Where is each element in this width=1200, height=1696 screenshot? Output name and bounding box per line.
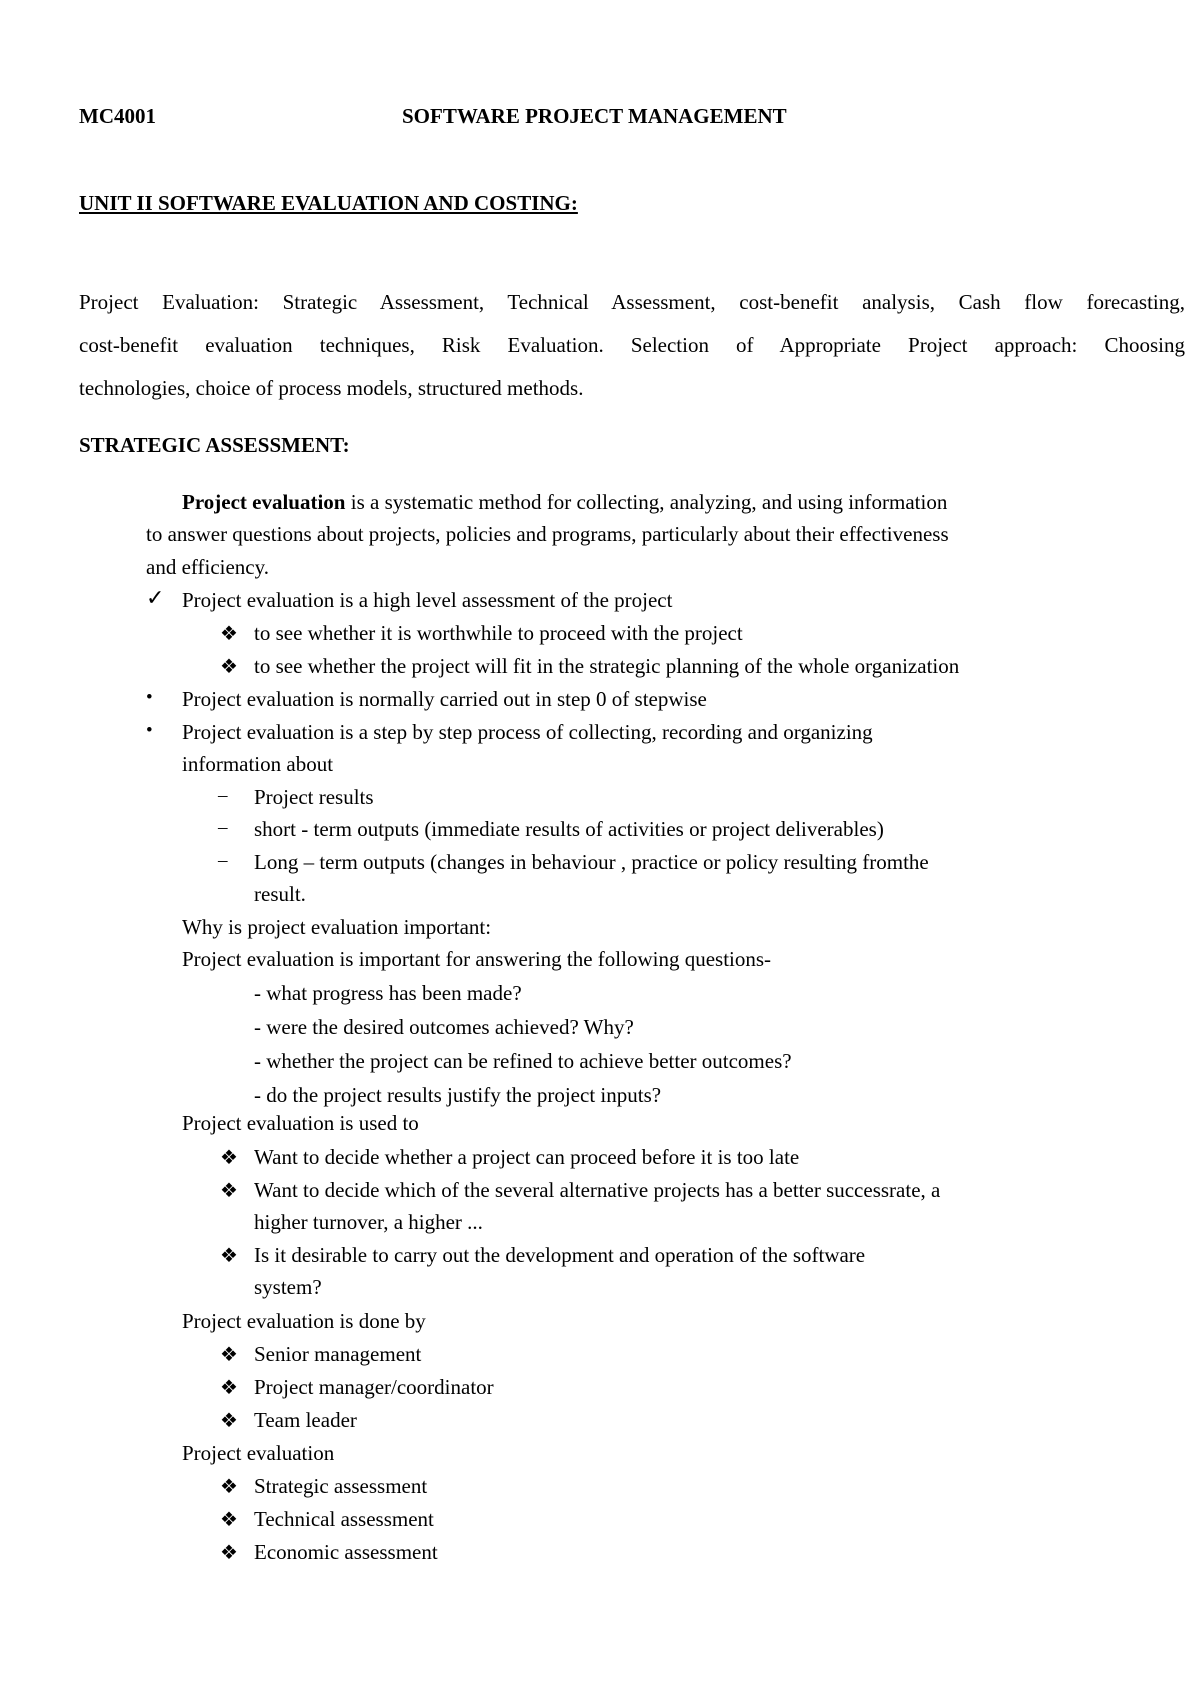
list-item: short - term outputs (immediate results of activities or project deliverables) xyxy=(254,817,884,841)
intro-line: to answer questions about projects, policies and programs, particularly about their effectiveness xyxy=(146,522,949,546)
course-title: SOFTWARE PROJECT MANAGEMENT xyxy=(402,104,787,128)
list-item: Want to decide which of the several alternative projects has a better successrate, a xyxy=(254,1178,941,1202)
list-item: Project results xyxy=(254,785,374,809)
diamond-bullet-icon: ❖ xyxy=(220,1344,238,1366)
bullet-icon: • xyxy=(146,687,153,708)
why-intro: Project evaluation is important for answering the following questions- xyxy=(182,947,772,971)
intro-bold-term: Project evaluation xyxy=(182,490,346,514)
diamond-bullet-icon: ❖ xyxy=(220,656,238,678)
diamond-bullet-icon: ❖ xyxy=(220,1180,238,1202)
dash-bullet-icon: – xyxy=(218,817,228,838)
diamond-bullet-icon: ❖ xyxy=(220,1245,238,1267)
course-code: MC4001 xyxy=(79,104,156,128)
list-item: Is it desirable to carry out the development and operation of the software xyxy=(254,1243,866,1267)
done-by-heading: Project evaluation is done by xyxy=(182,1309,426,1333)
list-item: Project evaluation is a high level assessment of the project xyxy=(182,588,673,612)
unit-heading: UNIT II SOFTWARE EVALUATION AND COSTING: xyxy=(79,191,578,215)
diamond-bullet-icon: ❖ xyxy=(220,1542,238,1564)
list-item: Project manager/coordinator xyxy=(254,1375,494,1399)
question-item: - what progress has been made? xyxy=(254,981,522,1005)
list-item: Project evaluation is normally carried out in step 0 of stepwise xyxy=(182,687,707,711)
diamond-bullet-icon: ❖ xyxy=(220,1147,238,1169)
list-item-continuation: higher turnover, a higher ... xyxy=(254,1210,483,1234)
list-item: Technical assessment xyxy=(254,1507,434,1531)
overview-line: technologies, choice of process models, structured methods. xyxy=(79,376,584,400)
list-item: Economic assessment xyxy=(254,1540,438,1564)
diamond-bullet-icon: ❖ xyxy=(220,1410,238,1432)
types-heading: Project evaluation xyxy=(182,1441,335,1465)
list-item: Senior management xyxy=(254,1342,422,1366)
dash-bullet-icon: – xyxy=(218,785,228,806)
bullet-icon: • xyxy=(146,720,153,741)
list-item: Want to decide whether a project can proceed before it is too late xyxy=(254,1145,800,1169)
used-to-heading: Project evaluation is used to xyxy=(182,1111,419,1135)
diamond-bullet-icon: ❖ xyxy=(220,1476,238,1498)
list-item: to see whether it is worthwhile to proceed with the project xyxy=(254,621,743,645)
intro-line xyxy=(182,490,947,515)
intro-line1-rest: is a systematic method for collecting, analyzing, and using information xyxy=(345,490,948,514)
list-item: Project evaluation is a step by step process of collecting, recording and organizing xyxy=(182,720,873,744)
diamond-bullet-icon: ❖ xyxy=(220,623,238,645)
list-item: to see whether the project will fit in the strategic planning of the whole organization xyxy=(254,654,960,678)
intro-line: and efficiency. xyxy=(146,555,270,579)
question-item: - were the desired outcomes achieved? Why? xyxy=(254,1015,634,1039)
list-item: Strategic assessment xyxy=(254,1474,428,1498)
list-item-continuation: result. xyxy=(254,882,306,906)
unit-overview xyxy=(79,281,1185,410)
list-item-continuation: information about xyxy=(182,752,334,776)
list-item-continuation: system? xyxy=(254,1275,322,1299)
overview-line: Project Evaluation: Strategic Assessment, Technical Assessment, cost-benefit analysis, Cash flow forecasting, xyxy=(79,290,1185,314)
list-item: Team leader xyxy=(254,1408,357,1432)
question-item: - whether the project can be refined to achieve better outcomes? xyxy=(254,1049,792,1073)
diamond-bullet-icon: ❖ xyxy=(220,1509,238,1531)
overview-line: cost-benefit evaluation techniques, Risk Evaluation. Selection of Appropriate Project approach: Choosing xyxy=(79,333,1185,357)
list-item: Long – term outputs (changes in behaviour , practice or policy resulting fromthe xyxy=(254,850,929,874)
check-icon: ✓ xyxy=(146,585,165,610)
section-heading: STRATEGIC ASSESSMENT: xyxy=(79,433,350,457)
question-item: - do the project results justify the project inputs? xyxy=(254,1083,662,1107)
why-heading: Why is project evaluation important: xyxy=(182,915,492,939)
diamond-bullet-icon: ❖ xyxy=(220,1377,238,1399)
dash-bullet-icon: – xyxy=(218,850,228,871)
